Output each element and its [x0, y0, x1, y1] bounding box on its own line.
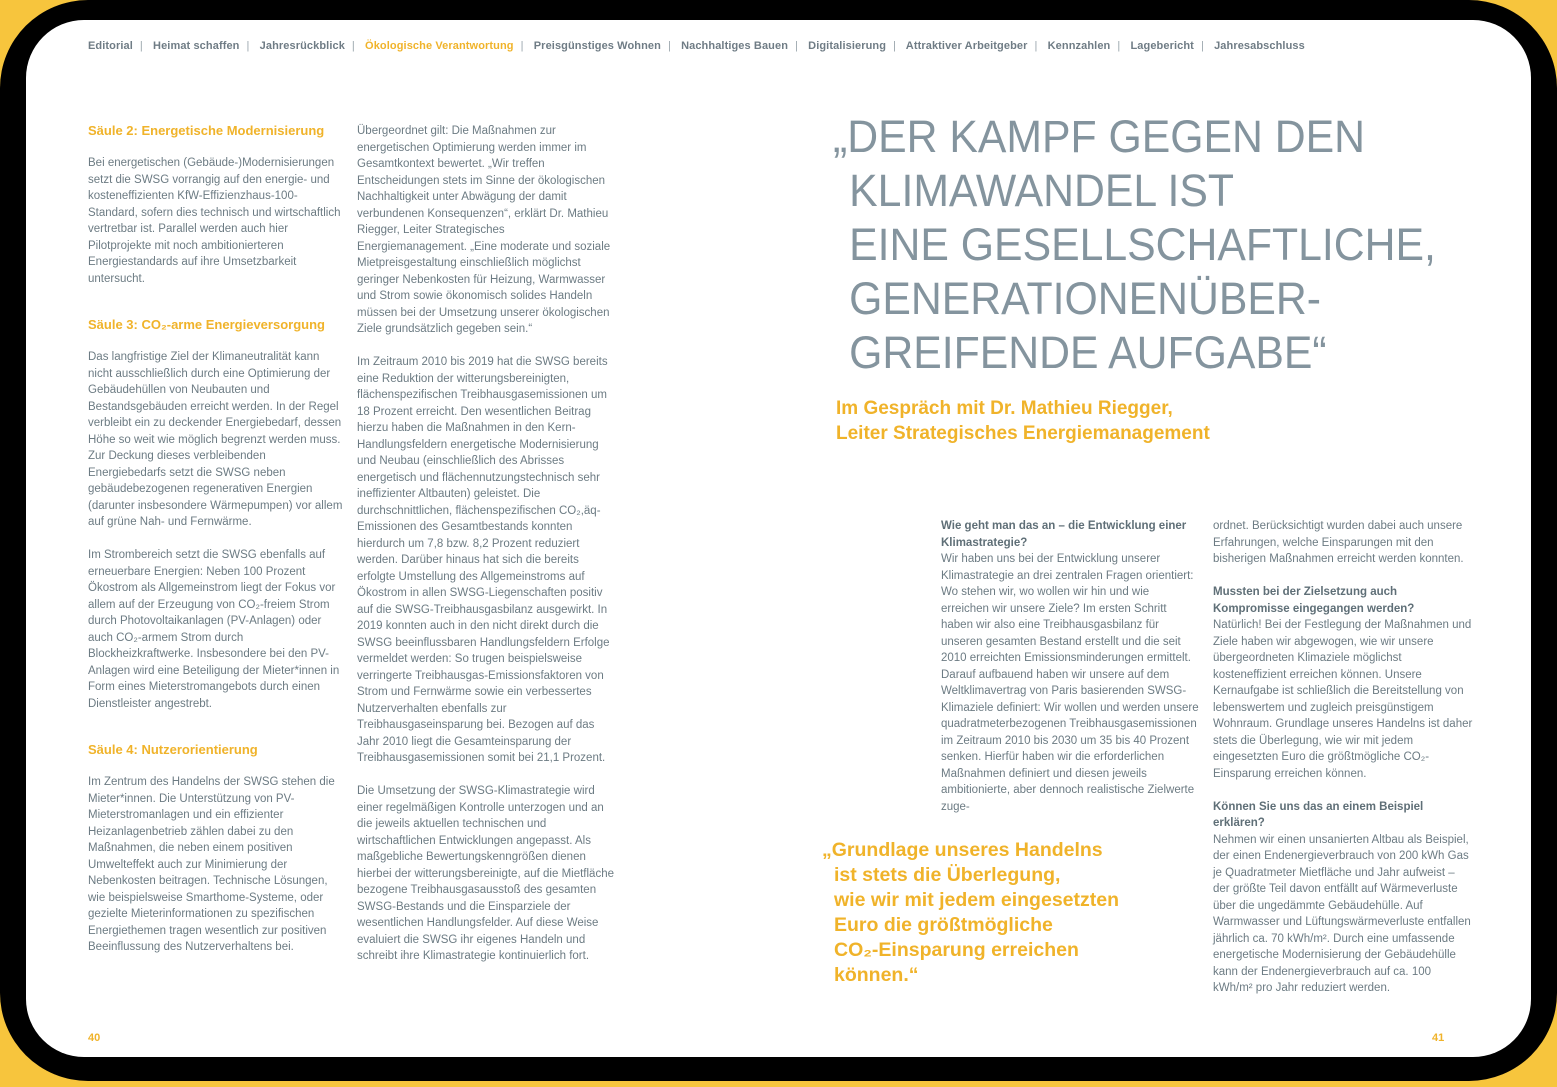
section-heading-saeule-3: Säule 3: CO₂-arme Energieversorgung	[88, 317, 325, 332]
nav-separator: |	[246, 40, 250, 52]
section-heading-saeule-4: Säule 4: Nutzerorientierung	[88, 742, 258, 757]
nav-separator: |	[1200, 40, 1204, 52]
subtitle-line: Leiter Strategisches Energiemanagement	[836, 423, 1210, 444]
interview-answer: Natürlich! Bei der Festlegung der Maßnahmen und Ziele haben wir abgewogen, wie wir unsere übergeordneten Klimaziele möglichst kosteneffizient erreichen können. Unsere Kernaufgabe ist schließlich die Bereitstellung von lebenswertem und zugleich preisgünstigem Wohnraum. Grundlage unseres Handelns ist daher stets die Überlegung, wie wir mit jedem eingesetzten Euro die größtmögliche CO₂-Einsparung erreichen können.	[1213, 619, 1473, 780]
headline-line: „DER KAMPF GEGEN DEN	[833, 111, 1366, 162]
nav-item-oekologische-verantwortung[interactable]: Ökologische Verantwortung	[365, 40, 514, 52]
nav-item-nachhaltiges-bauen[interactable]: Nachhaltiges Bauen	[681, 40, 789, 52]
pull-quote-line: wie wir mit jedem eingesetzten	[834, 889, 1119, 911]
nav-item-heimat-schaffen[interactable]: Heimat schaffen	[153, 40, 240, 52]
nav-separator: |	[139, 40, 143, 52]
nav-separator: |	[795, 40, 798, 52]
page-number-right: 41	[1432, 1032, 1445, 1044]
left-page-column-2	[357, 123, 615, 981]
headline-line: EINE GESELLSCHAFTLICHE,	[849, 219, 1436, 270]
nav-item-editorial[interactable]: Editorial	[88, 40, 133, 52]
interview-question: Mussten bei der Zielsetzung auch Kompromisse eingegangen werden?	[1213, 586, 1415, 615]
nav-item-jahresrueckblick[interactable]: Jahresrückblick	[259, 40, 345, 52]
subtitle-line: Im Gespräch mit Dr. Mathieu Riegger,	[836, 398, 1173, 419]
paragraph: Im Zentrum des Handelns der SWSG stehen die Mieter*innen. Die Unterstützung von PV-Mieterstromanlagen und ein effizienter Heizanlagenbetrieb zählen dabei zu den Maßnahmen, die neben einem positiven Umwelteffekt auch zur Minimierung der Nebenkosten beitragen. Technische Lösungen, wie beispielsweise Smarthome-Systeme, oder gezielte Mieterinformationen zu spezifischen Energiethemen tragen wesentlich zur positiven Beeinflussung des Nutzerverhaltens bei.	[88, 776, 335, 953]
interview-answer: ordnet. Berücksichtigt wurden dabei auch unsere Erfahrungen, welche Einsparungen mit den bisherigen Maßnahmen erreicht werden konnten.	[1213, 520, 1464, 565]
paragraph: Übergeordnet gilt: Die Maßnahmen zur energetischen Optimierung werden immer im Gesamtkontext bewertet. „Wir treffen Entscheidungen stets im Sinne der ökologischen Nachhaltigkeit unter Abwägung der damit verbundenen Konsequenzen“, erklärt Dr. Mathieu Riegger, Leiter Strategisches Energiemanagement. „Eine moderate und soziale Mietpreisgestaltung einschließlich möglichst geringer Nebenkosten für Heizung, Warmwasser und Strom sowie ökonomisch solides Handeln müssen bei der Umsetzung unserer ökologischen Ziele grundsätzlich gegeben sein.“	[357, 125, 611, 335]
nav-item-attraktiver-arbeitgeber[interactable]: Attraktiver Arbeitgeber	[905, 40, 1028, 52]
nav-separator: |	[351, 40, 355, 52]
interview-answer: Wir haben uns bei der Entwicklung unserer Klimastrategie an drei zentralen Fragen orientiert: Wo stehen wir, wo wollen wir hin und wie erreichen wir unsere Ziele? Im ersten Schritt haben wir also eine Treibhausgasbilanz für unseren gesamten Bestand erstellt und die seit 2010 erreichten Emissionsminderungen ermittelt. Darauf aufbauend haben wir unsere auf dem Weltklimavertrag von Paris basierenden SWSG-Klimaziele definiert: Wir wollen und werden unsere quadratmeterbezogenen Treibhausgasemissionen im Zeitraum 2010 bis 2030 um 35 bis 40 Prozent senken. Hierfür haben wir die erforderlichen Maßnahmen definiert und diesen jeweils ambitionierte, aber dennoch realistische Zielwerte zuge-	[941, 553, 1199, 813]
page-number-left: 40	[88, 1032, 101, 1044]
pull-quote-line: „Grundlage unseres Handelns	[822, 839, 1103, 861]
nav-item-jahresabschluss[interactable]: Jahresabschluss	[1214, 40, 1305, 52]
headline-line: KLIMAWANDEL IST	[849, 165, 1234, 216]
nav-item-kennzahlen[interactable]: Kennzahlen	[1047, 40, 1111, 52]
interview-question: Können Sie uns das an einem Beispiel erklären?	[1213, 800, 1424, 829]
paragraph: Im Strombereich setzt die SWSG ebenfalls auf erneuerbare Energien: Neben 100 Prozent Ökostrom als Allgemeinstrom liegt der Fokus vor allem auf der Erzeugung von CO₂-freiem Strom durch Photovoltaikanlagen (PV-Anlagen) oder auch CO₂-armem Strom durch Blockheizkraftwerke. Insbesondere bei den PV-Anlagen wird eine Beteiligung der Mieter*innen in Form eines Mieterstromangebots durch einen Dienstleister angestrebt.	[88, 549, 340, 710]
paragraph: Das langfristige Ziel der Klimaneutralität kann nicht ausschließlich durch eine Optimierung der Gebäudehüllen von Neubauten und Bestandsgebäuden erreicht werden. In der Regel verbleibt ein zu deckender Energiebedarf, dessen Höhe so weit wie möglich begrenzt werden muss. Zur Deckung dieses verbleibenden Energiebedarfs setzt die SWSG neben gebäudebezogenen regenerativen Energien (darunter insbesondere Wärmepumpen) vor allem auf grüne Nah- und Fernwärme.	[88, 351, 343, 528]
pull-quote	[822, 838, 1119, 988]
pull-quote-line: CO₂-Einsparung erreichen	[834, 939, 1079, 961]
nav-separator: |	[893, 40, 897, 52]
pull-quote-line: können.“	[834, 964, 919, 986]
pull-quote-line: Euro die größtmögliche	[834, 914, 1053, 936]
nav-separator: |	[1117, 40, 1121, 52]
interview-answer: Nehmen wir einen unsanierten Altbau als Beispiel, der einen Endenergieverbrauch von 200 kWh Gas je Quadratmeter Mietfläche und Jahr aufweist – der größte Teil davon entfällt auf Wärmeverluste über die ungedämmte Gebäudehülle. Auf Warmwasser und Lüftungswärmeverluste entfallen jährlich ca. 70 kWh/m². Durch eine umfassende energetische Modernisierung der Gebäudehülle kann der Endenergieverbrauch auf ca. 100 kWh/m² pro Jahr reduziert werden.	[1213, 833, 1471, 994]
section-heading-saeule-2: Säule 2: Energetische Modernisierung	[88, 123, 325, 138]
headline	[833, 110, 1436, 380]
nav-item-digitalisierung[interactable]: Digitalisierung	[808, 40, 887, 52]
headline-line: GENERATIONENÜBER-	[849, 273, 1322, 324]
paragraph: Bei energetischen (Gebäude-)Modernisierungen setzt die SWSG vorrangig auf den energie- und kosteneffizienten KfW-Effizienzhaus-100-Standard, sofern dies technisch und wirtschaftlich vertretbar ist. Parallel werden auch hier Pilotprojekte mit noch ambitionierteren Energiestandards auf ihre Umsetzbarkeit untersucht.	[88, 157, 341, 285]
interview-question: Wie geht man das an – die Entwicklung einer Klimastrategie?	[941, 520, 1187, 549]
nav-separator: |	[667, 40, 671, 52]
nav-item-lagebericht[interactable]: Lagebericht	[1130, 40, 1194, 52]
paragraph: Die Umsetzung der SWSG-Klimastrategie wird einer regelmäßigen Kontrolle unterzogen und an die jeweils aktuellen technischen und wirtschaftlichen Entwicklungen angepasst. Als maßgebliche Bewertungskenngrößen dienen hierbei der witterungsbereinigte, auf die Mietfläche bezogene Treibhausgasausstoß des gesamten SWSG-Bestands und die Einsparziele der wesentlichen Handlungsfelder. Auf diese Weise evaluiert die SWSG ihr eigenes Handeln und schreibt ihre Klimastrategie kontinuierlich fort.	[357, 785, 614, 962]
right-page-column-1	[941, 518, 1199, 832]
interview-subtitle	[836, 396, 1210, 446]
left-page-column-1	[88, 123, 344, 972]
pull-quote-line: ist stets die Überlegung,	[834, 864, 1061, 886]
nav-item-preisguenstiges-wohnen[interactable]: Preisgünstiges Wohnen	[533, 40, 661, 52]
nav-separator: |	[520, 40, 524, 52]
right-page-column-2	[1213, 518, 1473, 1013]
top-nav	[88, 40, 1305, 52]
nav-separator: |	[1034, 40, 1038, 52]
paragraph: Im Zeitraum 2010 bis 2019 hat die SWSG bereits eine Reduktion der witterungsbereinigten, flächenspezifischen Treibhausgasemissionen um 18 Prozent erreicht. Den wesentlichen Beitrag hierzu haben die Maßnahmen in den Kern-Handlungsfeldern energetische Modernisierung und Neubau (einschließlich des Abrisses energetisch und flächennutzungstechnisch sehr ineffizienter Altbauten) geleistet. Die durchschnittlichen, flächenspezifischen CO₂,äq-Emissionen des Gesamtbestands konnten hierdurch um 7,8 bzw. 8,2 Prozent reduziert werden. Darüber hinaus hat sich die bereits erfolgte Umstellung des Allgemeinstroms auf Ökostrom in allen SWSG-Liegenschaften positiv auf die SWSG-Treibhausgasbilanz ausgewirkt. In 2019 konnten auch in den nicht direkt durch die SWSG beeinflussbaren Handlungsfeldern Erfolge vermeldet werden: So trugen beispielsweise verringerte Treibhausgas-Emissionsfaktoren von Strom und Fernwärme sowie ein verbessertes Nutzerverhalten ebenfalls zur Treibhausgaseinsparung bei. Bezogen auf das Jahr 2010 liegt die Gesamteinsparung der Treibhausgasemissionen somit bei 21,1 Prozent.	[357, 356, 610, 764]
headline-line: GREIFENDE AUFGABE“	[849, 327, 1327, 378]
